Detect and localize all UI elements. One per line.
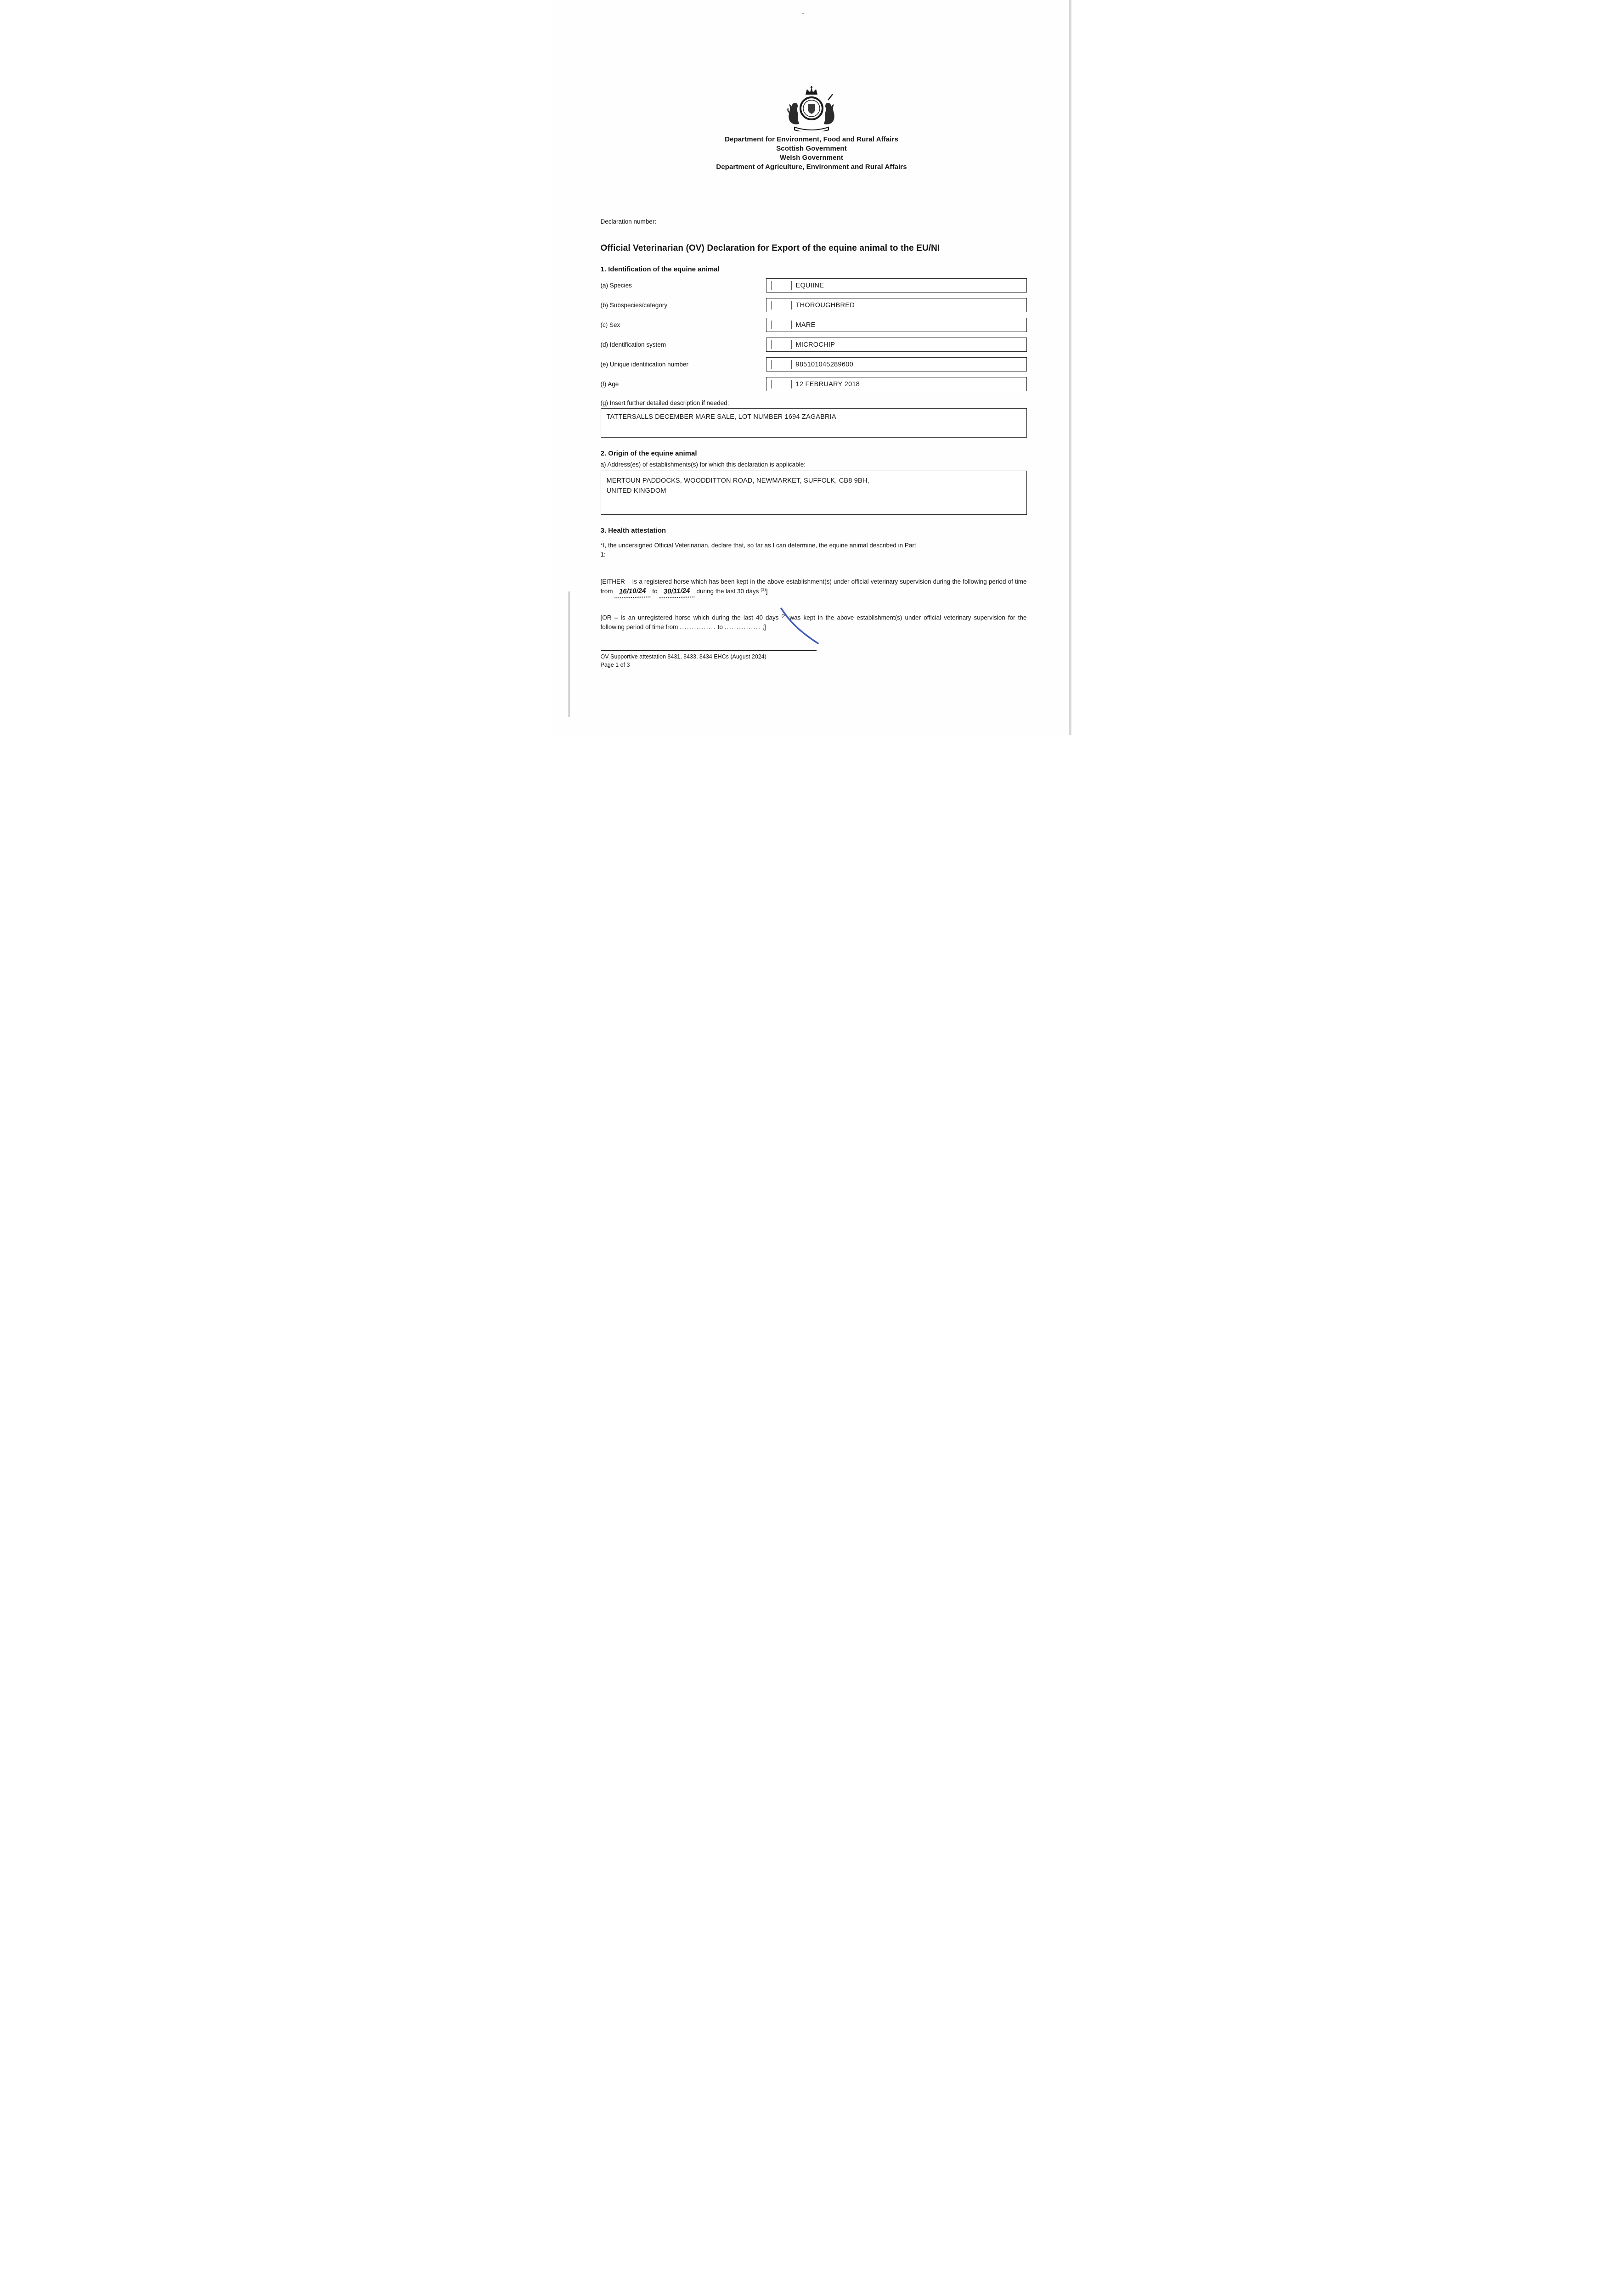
agency-line-daera: Department of Agriculture, Environment and Rural Affairs <box>716 163 907 171</box>
footnote-ref-1: (1) <box>761 587 766 592</box>
page-footer <box>601 650 817 669</box>
field-tick <box>791 281 792 290</box>
government-departments-header <box>552 135 1071 172</box>
intro-line2: 1: <box>600 551 606 558</box>
further-description-label <box>601 400 1027 408</box>
origin-address-line2: UNITED KINGDOM <box>606 487 666 495</box>
field-tick <box>791 340 792 349</box>
unique-id-label: (e) Unique identification number <box>600 361 688 368</box>
field-tick <box>791 301 792 310</box>
field-tick <box>791 321 792 329</box>
field-tick <box>771 321 772 329</box>
further-description-label-text: (g) Insert further detailed description if needed: <box>600 400 729 406</box>
field-tick <box>771 281 772 290</box>
health-attestation-intro <box>601 541 1027 559</box>
age-field <box>766 377 1027 391</box>
subspecies-label: (b) Subspecies/category <box>600 302 668 309</box>
or-text2: was kept in the above establishment(s) under official veterinary supervision for the following period of time from <box>600 614 1027 630</box>
agency-line-defra: Department for Environment, Food and Rural Affairs <box>725 135 898 143</box>
section3-heading: 3. Health attestation <box>600 527 666 535</box>
section1-heading: 1. Identification of the equine animal <box>600 265 720 273</box>
unique-id-field <box>766 357 1027 371</box>
species-value: EQUIINE <box>795 281 824 289</box>
royal-coat-of-arms <box>772 85 851 131</box>
field-row-identification-system <box>601 338 1027 351</box>
age-label: (f) Age <box>600 381 619 388</box>
age-value: 12 FEBRUARY 2018 <box>795 380 860 388</box>
field-row-species <box>601 279 1027 292</box>
handwritten-to-date: 30/11/24 <box>659 586 695 598</box>
footnote-ref-2: (2) <box>781 613 787 619</box>
sex-value: MARE <box>795 321 816 329</box>
field-tick <box>771 340 772 349</box>
document-page <box>552 0 1071 735</box>
or-dotted-line-2: ............... <box>724 623 761 630</box>
field-tick <box>791 380 792 388</box>
footer-attestation-line: OV Supportive attestation 8431, 8433, 8434 EHCs (August 2024) <box>600 653 766 660</box>
identification-fields <box>601 279 1027 391</box>
species-label: (a) Species <box>600 282 632 289</box>
identification-system-label: (d) Identification system <box>600 341 666 348</box>
field-tick <box>771 360 772 369</box>
document-title: Official Veterinarian (OV) Declaration for Export of the equine animal to the EU/NI <box>600 243 940 253</box>
handwritten-from-date: 16/10/24 <box>614 586 651 598</box>
subspecies-field <box>766 298 1027 312</box>
field-tick <box>771 380 772 388</box>
either-suffix: during the last 30 days <box>696 587 759 595</box>
field-row-subspecies <box>601 298 1027 312</box>
field-row-age <box>601 377 1027 391</box>
origin-address-line1: MERTOUN PADDOCKS, WOODDITTON ROAD, NEWMARKET, SUFFOLK, CB8 9BH, <box>606 477 869 484</box>
field-row-unique-id <box>601 358 1027 371</box>
either-text: [EITHER – Is a registered horse which has been kept in the above establishment(s) under official veterinary supervision during the following period of time from <box>600 578 1027 595</box>
or-text1: [OR – Is an unregistered horse which during the last 40 days <box>600 614 779 621</box>
scan-edge-artifact <box>1069 0 1071 735</box>
address-label: a) Address(es) of establishments(s) for which this declaration is applicable: <box>600 461 806 468</box>
footer-page-number: Page 1 of 3 <box>600 661 630 668</box>
further-description-box <box>601 408 1027 438</box>
unique-id-value: 985101045289600 <box>795 360 853 368</box>
or-to-word: to <box>717 623 723 630</box>
origin-address-box <box>601 471 1027 515</box>
declaration-number-label: Declaration number: <box>600 218 657 225</box>
field-row-sex <box>601 318 1027 332</box>
either-to-word: to <box>652 587 658 595</box>
either-close-bracket: ] <box>766 587 768 595</box>
further-description-value: TATTERSALLS DECEMBER MARE SALE, LOT NUMBER 1694 ZAGABRIA <box>606 413 836 421</box>
identification-system-field <box>766 338 1027 352</box>
agency-line-scottish: Scottish Government <box>776 145 847 152</box>
subspecies-value: THOROUGHBRED <box>795 301 855 309</box>
field-tick <box>771 301 772 310</box>
agency-line-welsh: Welsh Government <box>779 154 844 162</box>
identification-system-value: MICROCHIP <box>795 341 835 349</box>
or-dotted-line-1: ............... <box>680 623 716 630</box>
or-close-bracket: ;] <box>762 623 766 630</box>
sex-field <box>766 318 1027 332</box>
either-clause <box>601 577 1027 597</box>
section2-heading: 2. Origin of the equine animal <box>600 450 697 457</box>
field-tick <box>791 360 792 369</box>
sex-label: (c) Sex <box>600 321 620 328</box>
or-clause <box>601 613 1027 631</box>
scan-speck-artifact <box>802 13 804 14</box>
species-field <box>766 278 1027 293</box>
intro-line1: *I, the undersigned Official Veterinarian, declare that, so far as I can determine, the equine animal described in Part <box>600 542 916 549</box>
